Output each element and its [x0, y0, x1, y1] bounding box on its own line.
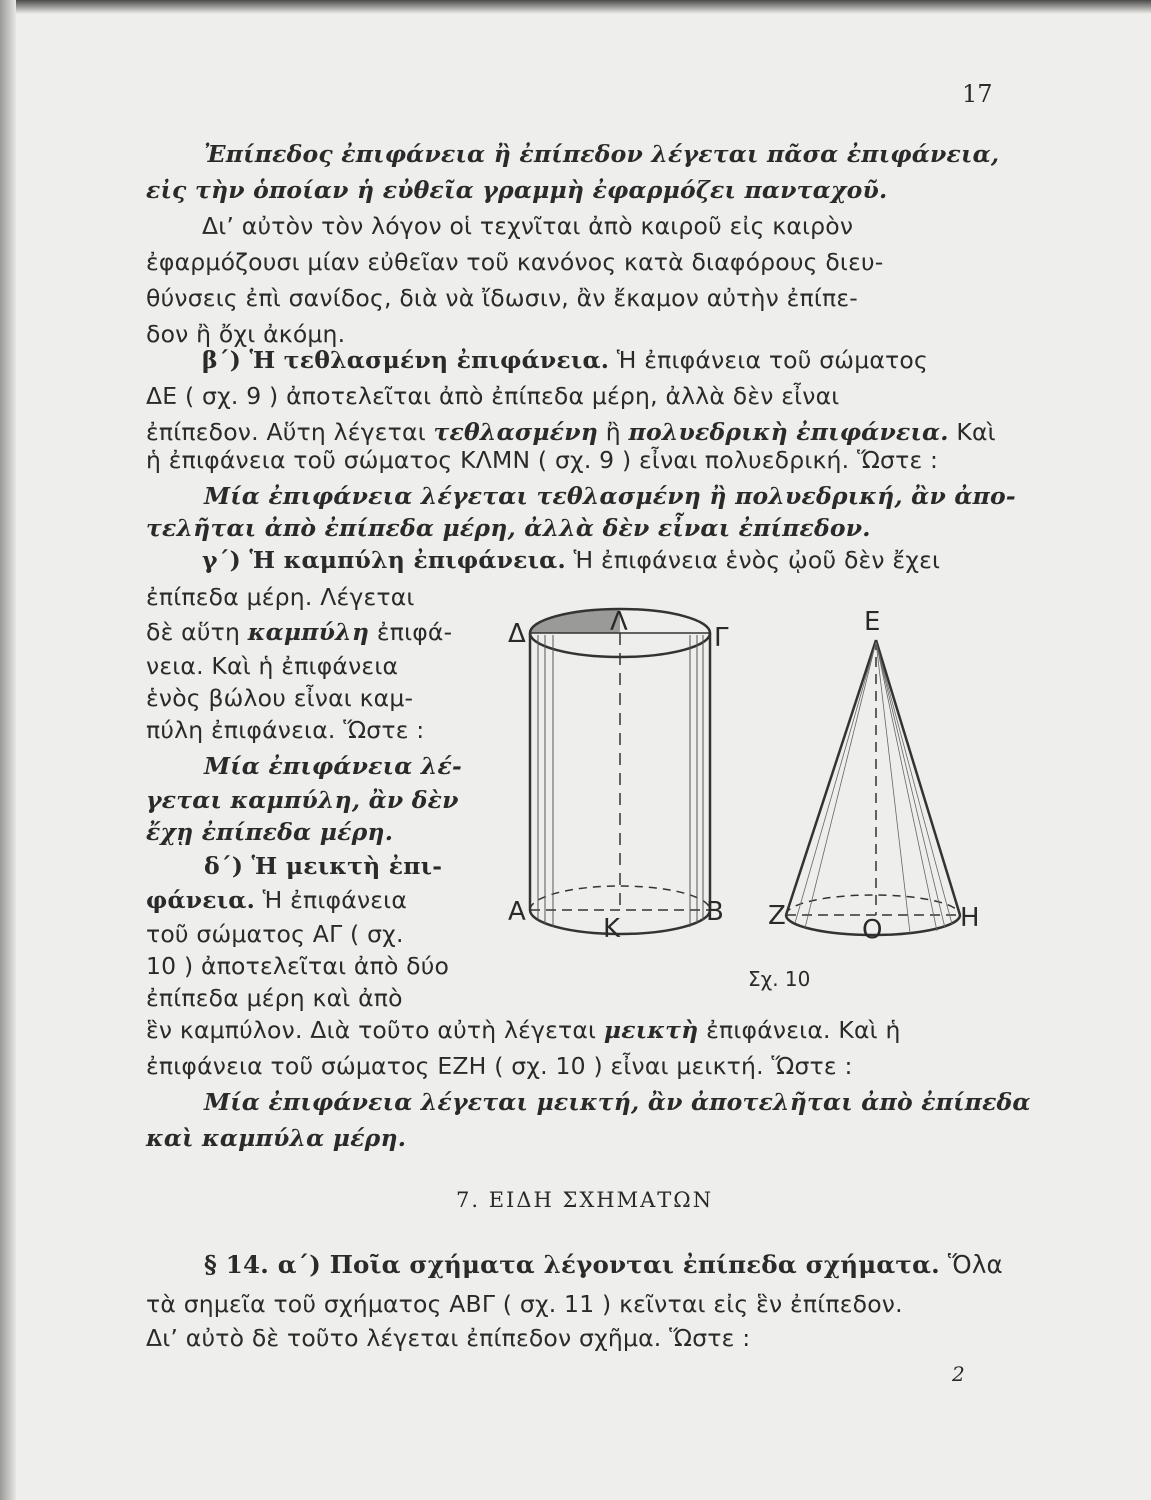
delta-line3: τοῦ σώματος ΑΓ ( σχ. [146, 920, 404, 948]
beta-line3 [146, 418, 996, 446]
gamma-line1-text: Ἡ ἐπιφάνεια ἑνὸς ᾠοῦ δὲν ἔχει [573, 546, 941, 574]
delta-line4: 10 ) ἀποτελεῖται ἀπὸ δύο [146, 952, 450, 980]
beta-heading: β΄) Ἡ τεθλασμένη ἐπιφάνεια. [202, 346, 610, 374]
s14-line3: Δι’ αὐτὸ δὲ τοῦτο λέγεται ἐπίπεδον σχῆμα. Ὥστε : [146, 1324, 751, 1352]
gamma-line3-a: δὲ αὕτη [146, 618, 241, 646]
page-number: 17 [962, 80, 993, 108]
paragraph-1-line3: θύνσεις ἐπὶ σανίδος, διὰ νὰ ἴδωσιν, ἂν ἔκαμον αὐτὴν ἐπίπε- [146, 284, 858, 312]
page-top-edge [0, 0, 1151, 14]
label-kappa: Κ [603, 914, 621, 944]
definition-polyhedral-line1: Μία ἐπιφάνεια λέγεται τεθλασμένη ἢ πολυεδρική, ἂν ἀπο- [204, 482, 1016, 510]
definition-curved-line3: ἔχῃ ἐπίπεδα μέρη. [146, 818, 394, 846]
delta-line6-c: ἐπιφάνεια. Καὶ ἡ [706, 1016, 901, 1044]
figure-10 [490, 590, 1010, 1000]
definition-mixed-line1: Μία ἐπιφάνεια λέγεται μεικτή, ἂν ἀποτελῆται ἀπὸ ἐπίπεδα [204, 1088, 1031, 1116]
gamma-line1 [202, 546, 940, 574]
delta-line2-text: Ἡ ἐπιφάνεια [262, 886, 408, 914]
definition-mixed-line2: καὶ καμπύλα μέρη. [146, 1124, 407, 1152]
label-gamma: Γ [714, 623, 729, 653]
gamma-line5: ἑνὸς βώλου εἶναι καμ- [146, 684, 414, 712]
definition-plane-line1: Ἐπίπεδος ἐπιφάνεια ἢ ἐπίπεδον λέγεται πᾶσα ἐπιφάνεια, [204, 140, 1000, 168]
delta-line6-a: ἓν καμπύλον. Διὰ τοῦτο αὐτὴ λέγεται [146, 1016, 597, 1044]
page-left-edge [0, 0, 16, 1500]
beta-line3-c: ἢ [605, 418, 621, 446]
s14-line1 [204, 1250, 1003, 1279]
beta-line3-a: ἐπίπεδον. Αὕτη λέγεται [146, 418, 426, 446]
figure-caption: Σχ. 10 [748, 967, 811, 991]
gamma-line2: ἐπίπεδα μέρη. Λέγεται [146, 583, 415, 611]
label-alpha: Α [508, 897, 526, 927]
beta-line4: ἡ ἐπιφάνεια τοῦ σώματος ΚΛΜΝ ( σχ. 9 ) εἶναι πολυεδρική. Ὥστε : [146, 446, 939, 474]
cylinder [530, 609, 710, 934]
cone-left-edge [786, 640, 876, 915]
s14-line2: τὰ σημεῖα τοῦ σχήματος ΑΒΓ ( σχ. 11 ) κεῖνται εἰς ἓν ἐπίπεδον. [146, 1290, 903, 1318]
beta-line3-e: Καὶ [956, 418, 996, 446]
label-epsilon: Ε [864, 607, 881, 637]
beta-line2: ΔΕ ( σχ. 9 ) ἀποτελεῖται ἀπὸ ἐπίπεδα μέρη, ἀλλὰ δὲν εἶναι [146, 382, 840, 410]
beta-line1-text: Ἡ ἐπιφάνεια τοῦ σώματος [616, 346, 928, 374]
cone-right-edge [876, 640, 960, 915]
s14-line1-text: Ὅλα [947, 1250, 1003, 1279]
gamma-line3-c: ἐπιφά- [376, 618, 453, 646]
term-mixed: μεικτὴ [603, 1016, 699, 1044]
term-polyhedral: πολυεδρικὴ ἐπιφάνεια. [628, 418, 949, 446]
section-title: 7. ΕΙΔΗ ΣΧΗΜΑΤΩΝ [456, 1188, 714, 1212]
gamma-heading: γ΄) Ἡ καμπύλη ἐπιφάνεια. [202, 546, 566, 574]
term-curved: καμπύλη [247, 618, 370, 646]
delta-line6 [146, 1016, 901, 1044]
delta-line7: ἐπιφάνεια τοῦ σώματος ΕΖΗ ( σχ. 10 ) εἶναι μεικτή. Ὥστε : [146, 1052, 853, 1080]
cone [786, 640, 960, 935]
delta-heading-cont: φάνεια. [146, 886, 255, 914]
paragraph-1-line4: δον ἢ ὄχι ἀκόμη. [146, 320, 346, 348]
delta-line5: ἐπίπεδα μέρη καὶ ἀπὸ [146, 984, 403, 1012]
label-omicron: Ο [862, 915, 883, 945]
label-eta: Η [960, 903, 980, 933]
beta-line1 [202, 346, 928, 374]
label-lambda: Λ [610, 607, 628, 637]
signature-mark: 2 [952, 1362, 965, 1386]
label-beta: Β [706, 897, 724, 927]
definition-curved-line1: Μία ἐπιφάνεια λέ- [204, 752, 462, 780]
delta-line2 [146, 886, 407, 914]
gamma-line6: πύλη ἐπιφάνεια. Ὥστε : [146, 716, 425, 744]
delta-heading: δ΄) Ἡ μεικτὴ ἐπι- [204, 852, 443, 880]
paragraph-1-line2: ἐφαρμόζουσι μίαν εὐθεῖαν τοῦ κανόνος κατὰ διαφόρους διευ- [146, 248, 884, 276]
paragraph-1-line1: Δι’ αὐτὸν τὸν λόγον οἱ τεχνῖται ἀπὸ καιροῦ εἰς καιρὸν [202, 212, 854, 240]
definition-curved-line2: γεται καμπύλη, ἂν δὲν [146, 786, 459, 814]
label-delta: Δ [508, 619, 526, 649]
definition-polyhedral-line2: τελῆται ἀπὸ ἐπίπεδα μέρη, ἀλλὰ δὲν εἶναι ἐπίπεδον. [146, 514, 871, 542]
s14-heading: § 14. α΄) Ποῖα σχήματα λέγονται ἐπίπεδα σχήματα. [204, 1250, 940, 1279]
gamma-line4: νεια. Καὶ ἡ ἐπιφάνεια [146, 652, 399, 680]
delta-line1 [204, 852, 442, 880]
definition-plane-line2: εἰς τὴν ὁποίαν ἡ εὐθεῖα γραμμὴ ἐφαρμόζει πανταχοῦ. [146, 176, 888, 204]
term-broken: τεθλασμένη [433, 418, 599, 446]
gamma-line3 [146, 618, 452, 646]
cone-hatching [795, 642, 952, 933]
label-zeta: Ζ [768, 901, 786, 931]
